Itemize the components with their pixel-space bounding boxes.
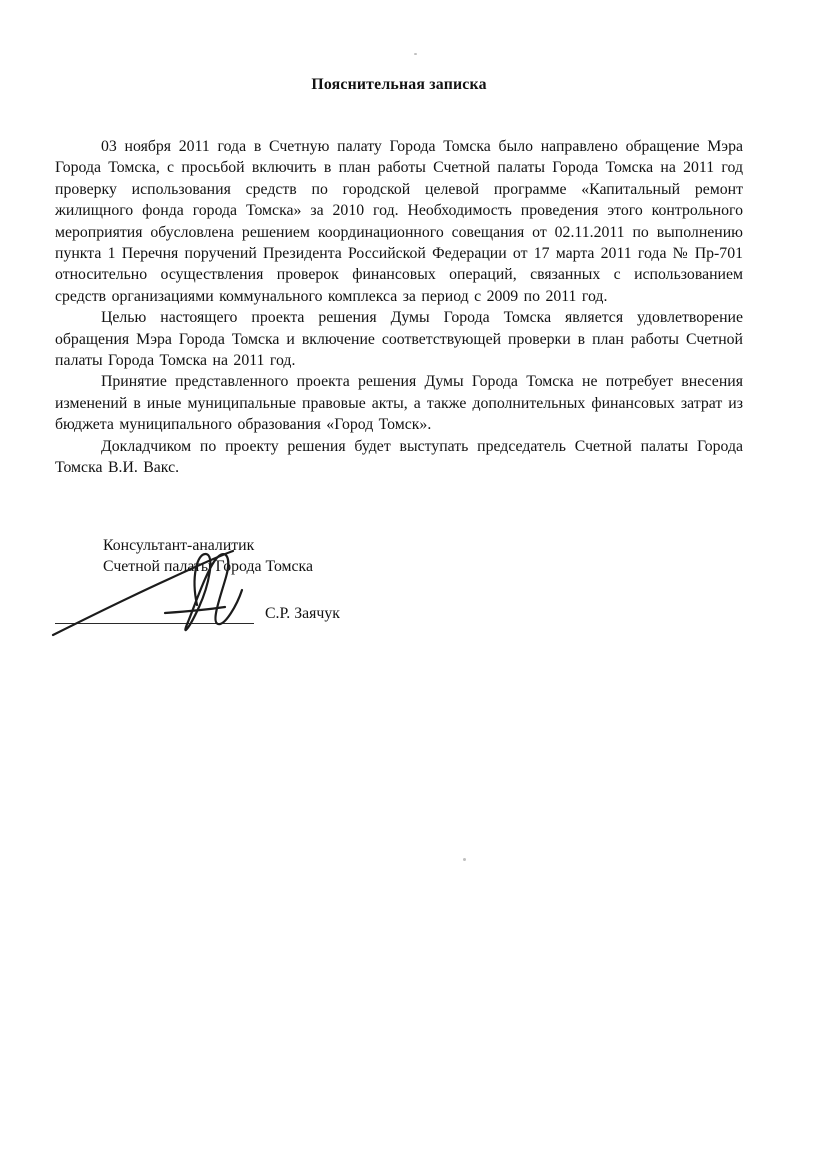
signature-line (55, 623, 254, 624)
paragraph-2: Целью настоящего проекта решения Думы Города Томска является удовлетворение обращения Мэра Города Томска и включение соответствующей проверки в план работы Счетной палаты Города Томска на 2011 год. (55, 309, 743, 370)
scan-artifact (463, 858, 466, 861)
signer-role-line-2: Счетной палаты Города Томска (103, 557, 313, 575)
paragraph-3: Принятие представленного проекта решения Думы Города Томска не потребует внесения изменений в иные муниципальные правовые акты, а также дополнительных финансовых затрат из бюджета муниципального образования «Город Томск». (55, 373, 743, 434)
scan-artifact (414, 53, 417, 55)
document-title: Пояснительная записка (311, 76, 487, 93)
document-content (55, 76, 743, 647)
paragraph-4: Докладчиком по проекту решения будет выступать председатель Счетной палаты Города Томска В.И. Вакс. (55, 437, 743, 477)
signer-name: С.Р. Заячук (265, 605, 340, 623)
paragraph-1: 03 ноября 2011 года в Счетную палату Города Томска было направлено обращение Мэра Города Томска, с просьбой включить в план работы Счетной палаты Города Томска на 2011 год проверку использования средств по городской целевой программе «Капитальный ремонт жилищного фонда города Томска» за 2010 год. Необходимость проведения этого контрольного мероприятия обусловлена решением координационного совещания от 02.11.2011 по выполнению пункта 1 Перечня поручений Президента Российской Федерации от 17 марта 2011 года № Пр-701 относительно осуществления проверок финансовых операций, связанных с использованием средств организациями коммунального комплекса за период с 2009 по 2011 год. (55, 138, 743, 305)
signature-block (55, 535, 743, 648)
signature-row (55, 601, 743, 647)
signer-role-line-1: Консультант-аналитик (103, 536, 255, 554)
